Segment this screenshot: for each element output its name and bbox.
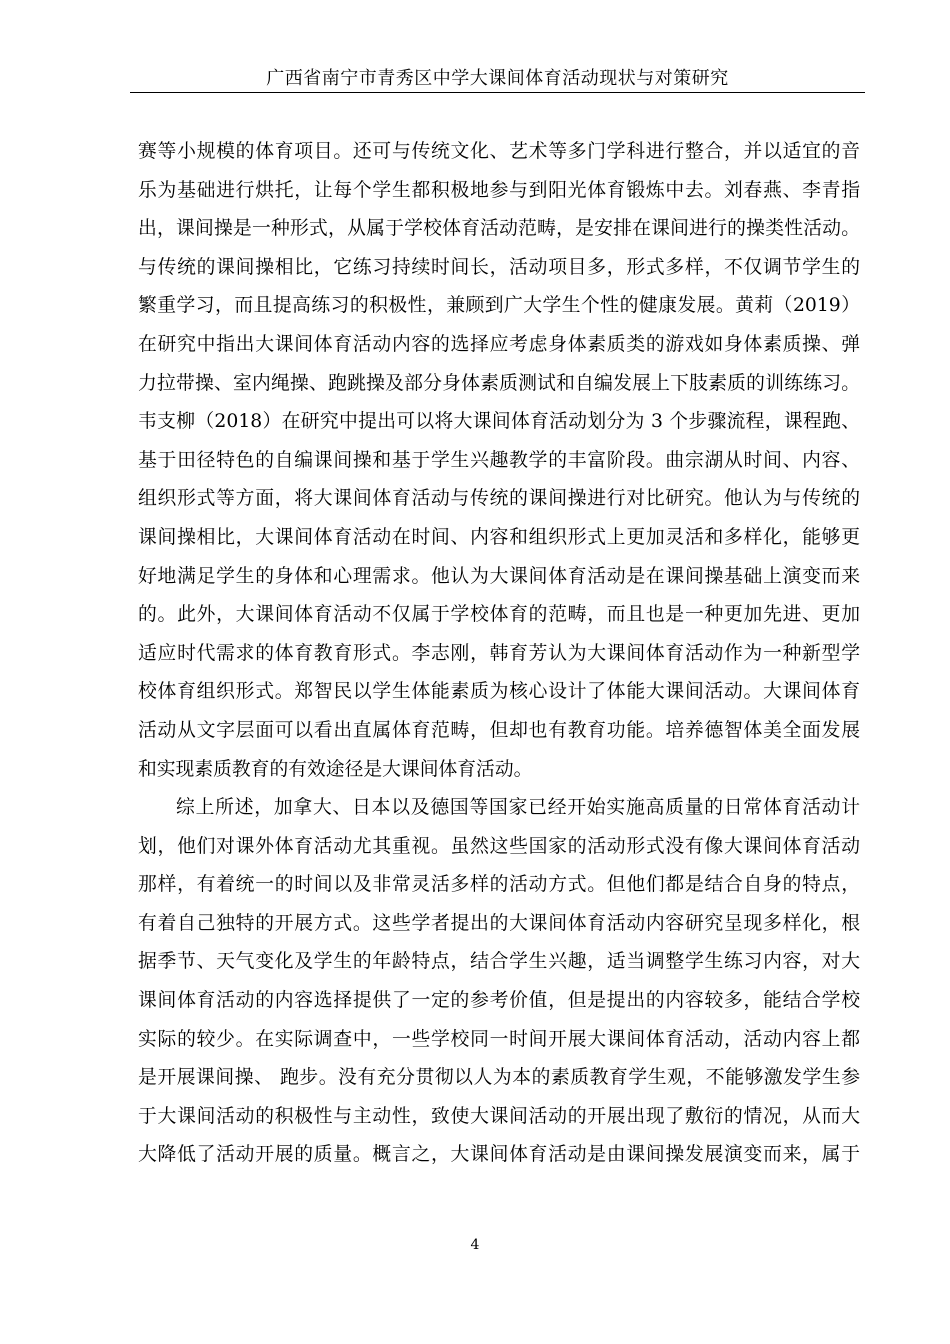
text-line: 与传统的课间操相比，它练习持续时间长，活动项目多，形式多样，不仅调节学生的: [138, 256, 860, 278]
text-line: 划，他们对课外体育活动尤其重视。虽然这些国家的活动形式没有像大课间体育活动: [138, 835, 860, 857]
text-line: 和实现素质教育的有效途径是大课间体育活动。: [138, 758, 533, 780]
page-number: 4: [470, 1237, 480, 1253]
text-line: 力拉带操、室内绳操、跑跳操及部分身体素质测试和自编发展上下肢素质的训练练习。: [138, 372, 860, 394]
paragraph-2: [138, 789, 860, 1175]
text-line: 于大课间活动的积极性与主动性，致使大课间活动的开展出现了敷衍的情况，从而大: [138, 1105, 860, 1127]
text-line: 繁重学习，而且提高练习的积极性，兼顾到广大学生个性的健康发展。黄莉（2019）: [138, 295, 860, 317]
text-line: 韦支柳（2018）在研究中提出可以将大课间体育活动划分为 3 个步骤流程，课程跑、: [138, 411, 860, 433]
text-line: 那样，有着统一的时间以及非常灵活多样的活动方式。但他们都是结合自身的特点，: [138, 874, 860, 896]
text-line: 据季节、天气变化及学生的年龄特点，结合学生兴趣，适当调整学生练习内容，对大: [138, 951, 860, 973]
text-line: 基于田径特色的自编课间操和基于学生兴趣教学的丰富阶段。曲宗湖从时间、内容、: [138, 449, 860, 471]
body-text: [138, 133, 860, 1175]
text-line: 综上所述，加拿大、日本以及德国等国家已经开始实施高质量的日常体育活动计: [176, 797, 860, 819]
text-line: 有着自己独特的开展方式。这些学者提出的大课间体育活动内容研究呈现多样化，根: [138, 912, 860, 934]
text-line: 实际的较少。在实际调查中，一些学校同一时间开展大课间体育活动，活动内容上都: [138, 1028, 860, 1050]
running-header: 广西省南宁市青秀区中学大课间体育活动现状与对策研究: [130, 66, 865, 93]
text-line: 出，课间操是一种形式，从属于学校体育活动范畴，是安排在课间进行的操类性活动。: [138, 218, 860, 240]
text-line: 好地满足学生的身体和心理需求。他认为大课间体育活动是在课间操基础上演变而来: [138, 565, 860, 587]
text-line: 赛等小规模的体育项目。还可与传统文化、艺术等多门学科进行整合，并以适宜的音: [138, 141, 860, 162]
text-line: 活动从文字层面可以看出直属体育范畴，但却也有教育功能。培养德智体美全面发展: [138, 719, 860, 741]
text-line: 校体育组织形式。郑智民以学生体能素质为核心设计了体能大课间活动。大课间体育: [138, 681, 860, 703]
text-line: 在研究中指出大课间体育活动内容的选择应考虑身体素质类的游戏如身体素质操、弹: [138, 333, 860, 355]
text-line: 课间操相比，大课间体育活动在时间、内容和组织形式上更加灵活和多样化，能够更: [138, 526, 860, 548]
text-line: 组织形式等方面，将大课间体育活动与传统的课间操进行对比研究。他认为与传统的: [138, 488, 860, 510]
paragraph-1: [138, 133, 860, 789]
text-line: 课间体育活动的内容选择提供了一定的参考价值，但是提出的内容较多，能结合学校: [138, 990, 860, 1012]
text-line: 是开展课间操、 跑步。没有充分贯彻以人为本的素质教育学生观，不能够激发学生参: [138, 1067, 860, 1089]
text-line: 适应时代需求的体育教育形式。李志刚，韩育芳认为大课间体育活动作为一种新型学: [138, 642, 860, 664]
text-line: 大降低了活动开展的质量。概言之，大课间体育活动是由课间操发展演变而来，属于: [138, 1144, 860, 1166]
text-line: 乐为基础进行烘托，让每个学生都积极地参与到阳光体育锻炼中去。刘春燕、李青指: [138, 179, 860, 201]
text-line: 的。此外，大课间体育活动不仅属于学校体育的范畴，而且也是一种更加先进、更加: [138, 604, 860, 626]
